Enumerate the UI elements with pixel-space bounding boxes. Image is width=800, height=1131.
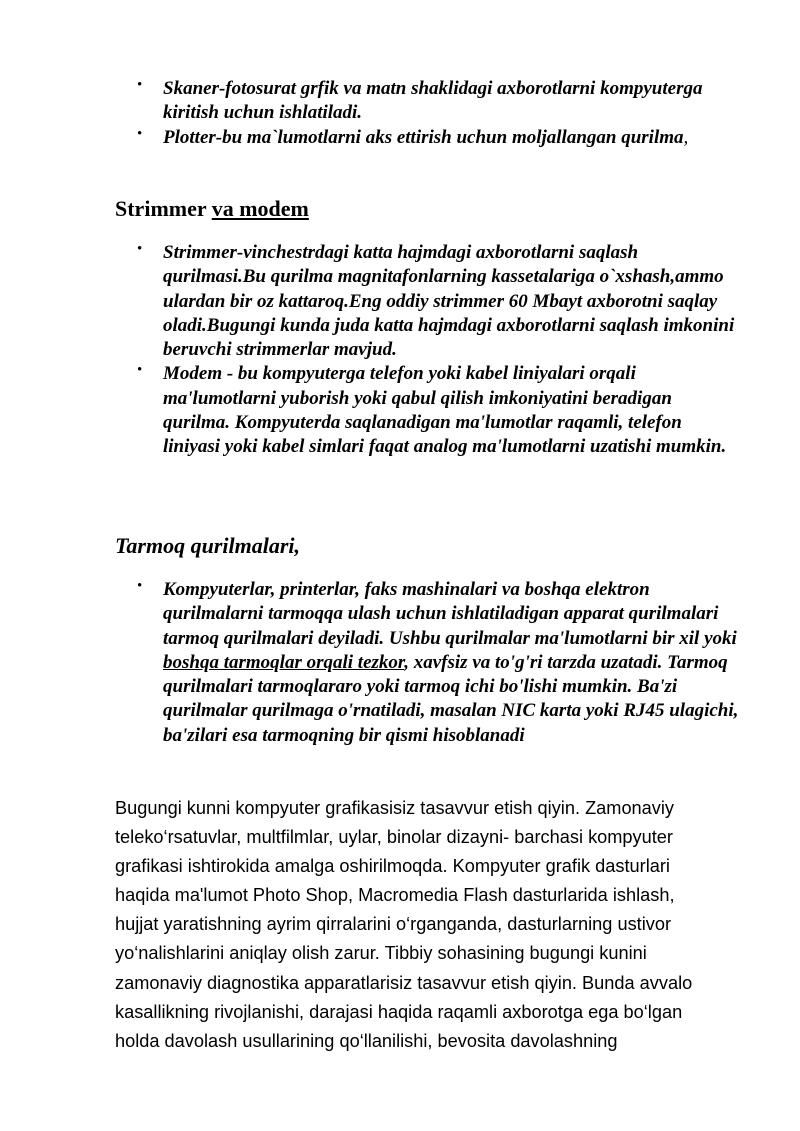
list-item-text: Skaner-fotosurat grfik va matn shaklidagi axborotlarni kompyuterga kiritish uchun ishlatiladi. bbox=[163, 78, 703, 124]
paragraph-line: Bugungi kunni kompyuter grafikasisiz tasavvur etish qiyin. Zamonaviy bbox=[115, 798, 675, 818]
bullet-icon: • bbox=[137, 362, 143, 379]
paragraph-line: teleko‘rsatuvlar, multfilmlar, uylar, binolar dizayni- barchasi kompyuter bbox=[115, 827, 673, 848]
scanner-plotter-list bbox=[0, 77, 800, 150]
paragraph-line: haqida ma'lumot Photo Shop, Macromedia Flash dasturlarida ishlash, bbox=[115, 885, 675, 906]
heading-strimmer-modem: Strimmer va modem bbox=[115, 196, 309, 221]
list-item-strimmer bbox=[0, 241, 743, 362]
list-item-text: Strimmer-vinchestrdagi katta hajmdagi axborotlarni saqlash qurilmasi.Bu qurilma magnitafonlarning kassetalariga o`xshash,ammo ulardan bir oz kattaroq.Eng oddiy strimmer 60 Mbayt axborotni saqlay oladi.Bugungi kunda juda katta hajmdagi axborotlarni saqlash imkonini beruvchi strimmerlar mavjud. bbox=[163, 242, 735, 361]
list-item-text: Kompyuterlar, printerlar, faks mashinalari va boshqa elektron qurilmalarni tarmoqqa ulash uchun ishlatiladigan apparat qurilmalari tarmoq qurilmalari deyiladi. Ushbu qurilmalar ma'lumotlarni bir xil yoki boshqa tarmoqlar orqali tezkor, xavfsiz va to'g'ri tarzda uzatadi. Tarmoq qurilmalari tarmoqlararo yoki tarmoq ichi bo'lishi mumkin. Ba'zi qurilmalar qurilmaga o'rnatiladi, masalan NIC karta yoki RJ45 ulagichi, ba'zilari esa tarmoqning bir qismi hisoblanadi bbox=[163, 579, 739, 746]
body-paragraph bbox=[115, 794, 745, 1056]
paragraph-line: kasallikning rivojlanishi, darajasi haqida raqamli axborotga ega bo‘lgan bbox=[115, 1001, 683, 1022]
strimmer-modem-list bbox=[0, 241, 800, 460]
bullet-icon: • bbox=[137, 125, 143, 142]
list-item-text: Modem - bu kompyuterga telefon yoki kabel liniyalari orqali ma'lumotlarni yuborish yoki qabul qilish imkoniyatini beradigan qurilma. Kompyuterda saqlanadigan ma'lumotlar raqamli, telefon liniyasi yoki kabel simlari faqat analog ma'lumotlarni uzatishi mumkin. bbox=[163, 363, 727, 458]
bullet-icon: • bbox=[137, 578, 143, 594]
paragraph-line: hujjat yaratishning ayrim qirralarini o‘rganganda, dasturlarning ustivor bbox=[115, 914, 672, 935]
network-devices-list bbox=[0, 578, 800, 748]
list-item-modem bbox=[0, 362, 743, 459]
list-item-network-devices bbox=[0, 578, 743, 748]
heading-tarmoq-qurilmalari: Tarmoq qurilmalari, bbox=[115, 533, 301, 558]
bullet-icon: • bbox=[137, 241, 143, 257]
paragraph-line: zamonaviy diagnostika apparatlarisiz tasavvur etish qiyin. Bunda avvalo bbox=[115, 972, 693, 993]
paragraph-line: grafikasi ishtirokida amalga oshirilmoqda. Kompyuter grafik dasturlari bbox=[115, 856, 670, 877]
list-item-plotter bbox=[0, 126, 743, 150]
list-item-scanner bbox=[0, 77, 743, 126]
paragraph-line: holda davolash usullarining qo‘llanilishi, bevosita davolashning bbox=[115, 1030, 618, 1051]
bullet-icon: • bbox=[137, 77, 143, 93]
list-item-text: Plotter-bu ma`lumotlarni aks ettirish uchun moljallangan qurilma, bbox=[163, 126, 689, 148]
paragraph-line: yo‘nalishlarini aniqlay olish zarur. Tibbiy sohasining bugungi kunini bbox=[115, 943, 647, 964]
inline-link[interactable]: boshqa tarmoqlar orqali tezkor bbox=[163, 651, 405, 673]
